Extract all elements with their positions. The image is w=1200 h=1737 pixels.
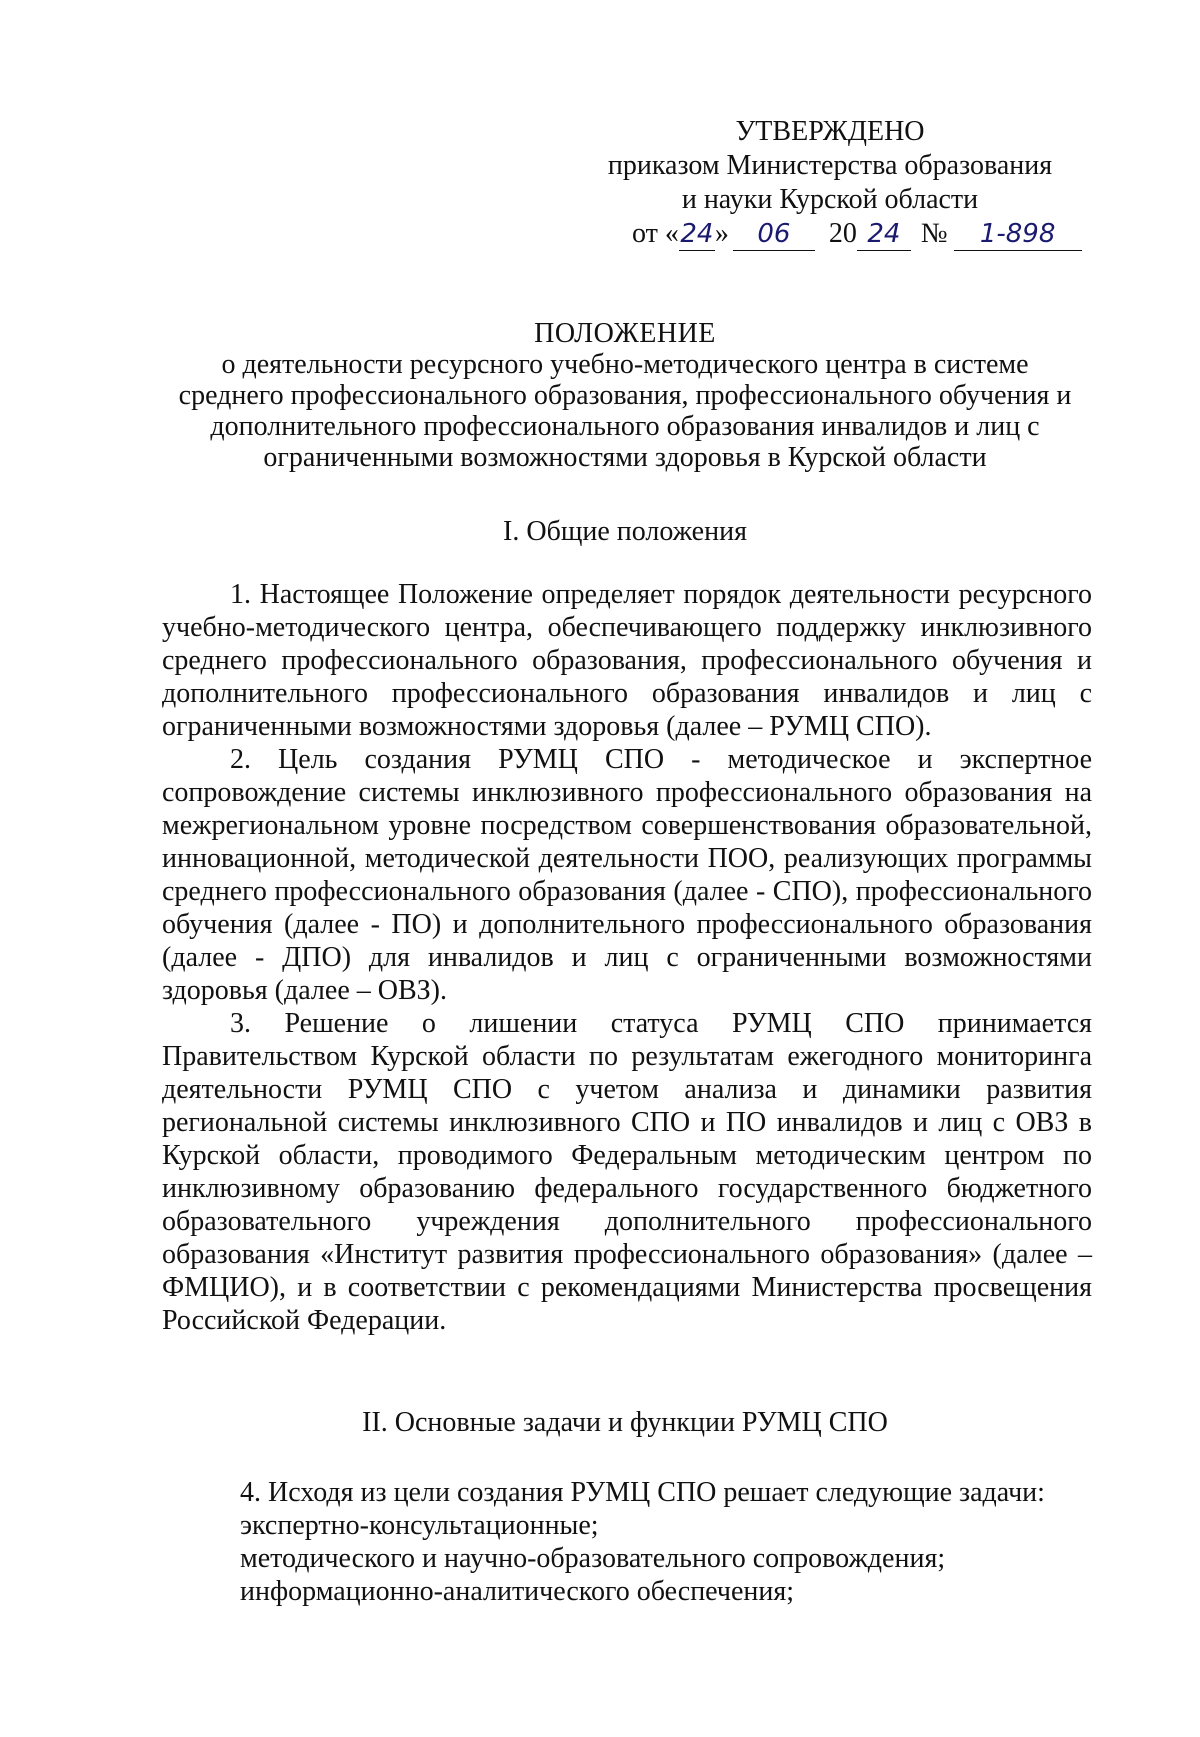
list-item: экспертно-консультационные; (240, 1510, 599, 1541)
section-2-list (240, 1476, 1100, 1608)
approval-ministry-line: и науки Курской области (681, 184, 979, 215)
date-month-handwritten: 06 (733, 218, 815, 251)
title-subtitle-line: о деятельности ресурсного учебно-методического центра в системе (221, 349, 1029, 380)
document-title (160, 318, 1090, 473)
list-item: методического и научно-образовательного сопровождения; (240, 1543, 946, 1574)
paragraph-2: 2. Цель создания РУМЦ СПО - методическое и экспертное сопровождение системы инклюзивного профессионального образования на межрегиональном уровне посредством совершенствования образовательной, инновационной, методической деятельности ПОО, реализующих программы среднего профессионального образования (далее - СПО), профессионального обучения (далее - ПО) и дополнительного профессионального образования (далее - ДПО) для инвалидов и лиц с ограниченными возможностями здоровья (далее – ОВЗ). (162, 744, 1092, 1006)
title-subtitle-line: среднего профессионального образования, профессионального обучения и (178, 380, 1072, 411)
date-year-prefix: 20 (828, 218, 857, 249)
title-subtitle-line: ограниченными возможностями здоровья в Курской области (263, 442, 987, 473)
date-day-handwritten: 24 (680, 219, 714, 249)
number-label: № (920, 218, 948, 249)
order-number-handwritten: 1-898 (954, 218, 1082, 251)
approval-heading: УТВЕРЖДЕНО (735, 116, 925, 147)
date-year-handwritten: 24 (857, 218, 911, 251)
section-2-heading: II. Основные задачи и функции РУМЦ СПО (362, 1407, 888, 1438)
title-heading: ПОЛОЖЕНИЕ (534, 318, 716, 349)
approval-order-line: приказом Министерства образования (607, 150, 1053, 181)
section-1-heading: I. Общие положения (503, 516, 747, 547)
paragraph-1: 1. Настоящее Положение определяет порядок деятельности ресурсного учебно-методического центра, обеспечивающего поддержку инклюзивного среднего профессионального образования, профессионального обучения и дополнительного профессионального образования инвалидов и лиц с ограниченными возможностями здоровья (далее – РУМЦ СПО). (162, 579, 1092, 742)
date-day-suffix: » (714, 218, 729, 249)
date-prefix: от « (632, 218, 679, 249)
paragraph-3: 3. Решение о лишении статуса РУМЦ СПО принимается Правительством Курской области по результатам ежегодного мониторинга деятельности РУМЦ СПО с учетом анализа и динамики развития региональной системы инклюзивного СПО и ПО инвалидов и лиц с ОВЗ в Курской области, проводимого Федеральным методическим центром по инклюзивному образованию федерального государственного бюджетного образовательного учреждения дополнительного профессионального образования «Институт развития профессионального образования» (далее – ФМЦИО), и в соответствии с рекомендациями Министерства просвещения Российской Федерации. (162, 1008, 1092, 1336)
section-1-body (162, 578, 1092, 1337)
list-item: информационно-аналитического обеспечения; (240, 1576, 795, 1607)
title-subtitle-line: дополнительного профессионального образования инвалидов и лиц с (210, 411, 1040, 442)
approval-date-line (632, 217, 1082, 257)
paragraph-4: 4. Исходя из цели создания РУМЦ СПО решает следующие задачи: (240, 1477, 1045, 1508)
